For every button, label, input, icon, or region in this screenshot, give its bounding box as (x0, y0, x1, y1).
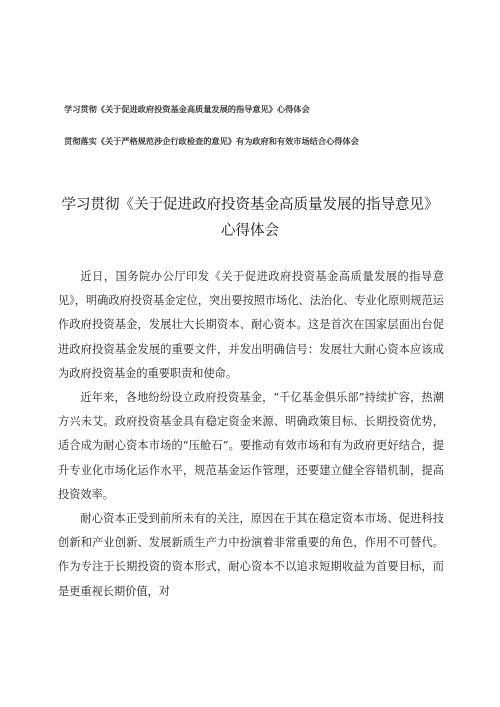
article-title: 学习贯彻《关于促进政府投资基金高质量发展的指导意见》心得体会 (61, 197, 439, 239)
paragraph-1: 近日，国务院办公厅印发《关于促进政府投资基金高质量发展的指导意见》，明确政府投资基金定位，突出要按照市场化、法治化、专业化原则规范运作政府投资基金，发展壮大长期资本、耐心资本。这是首次在国家层面出台促进政府投资基金发展的重要文件，并发出明确信号：发展壮大耐心资本应该成为政府投资基金的重要职责和使命。 (58, 270, 444, 380)
paragraph-3: 耐心资本正受到前所未有的关注，原因在于其在稳定资本市场、促进科技创新和产业创新、发展新质生产力中扮演着非常重要的角色，作用不可替代。作为专注于长期投资的资本形式，耐心资本不以追求短期收益为首要目标，而是更重视长期价值，对 (58, 512, 444, 598)
toc-item-2: 贯彻落实《关于严格规范涉企行政检查的意见》有为政府和有效市场结合心得体会 (64, 136, 359, 146)
toc-item-1: 学习贯彻《关于促进政府投资基金高质量发展的指导意见》心得体会 (64, 104, 310, 114)
paragraph-2: 近年来，各地纷纷设立政府投资基金，“千亿基金俱乐部”持续扩容，热潮方兴未艾。政府投资基金具有稳定资金来源、明确政策目标、长期投资优势，适合成为耐心资本市场的“压舱石”。要推动有效市场和有为政府更好结合，提升专业化市场化运作水平，规范基金运作管理，还要建立健全容错机制，提高投资效率。 (58, 391, 444, 501)
article-body (58, 265, 444, 604)
